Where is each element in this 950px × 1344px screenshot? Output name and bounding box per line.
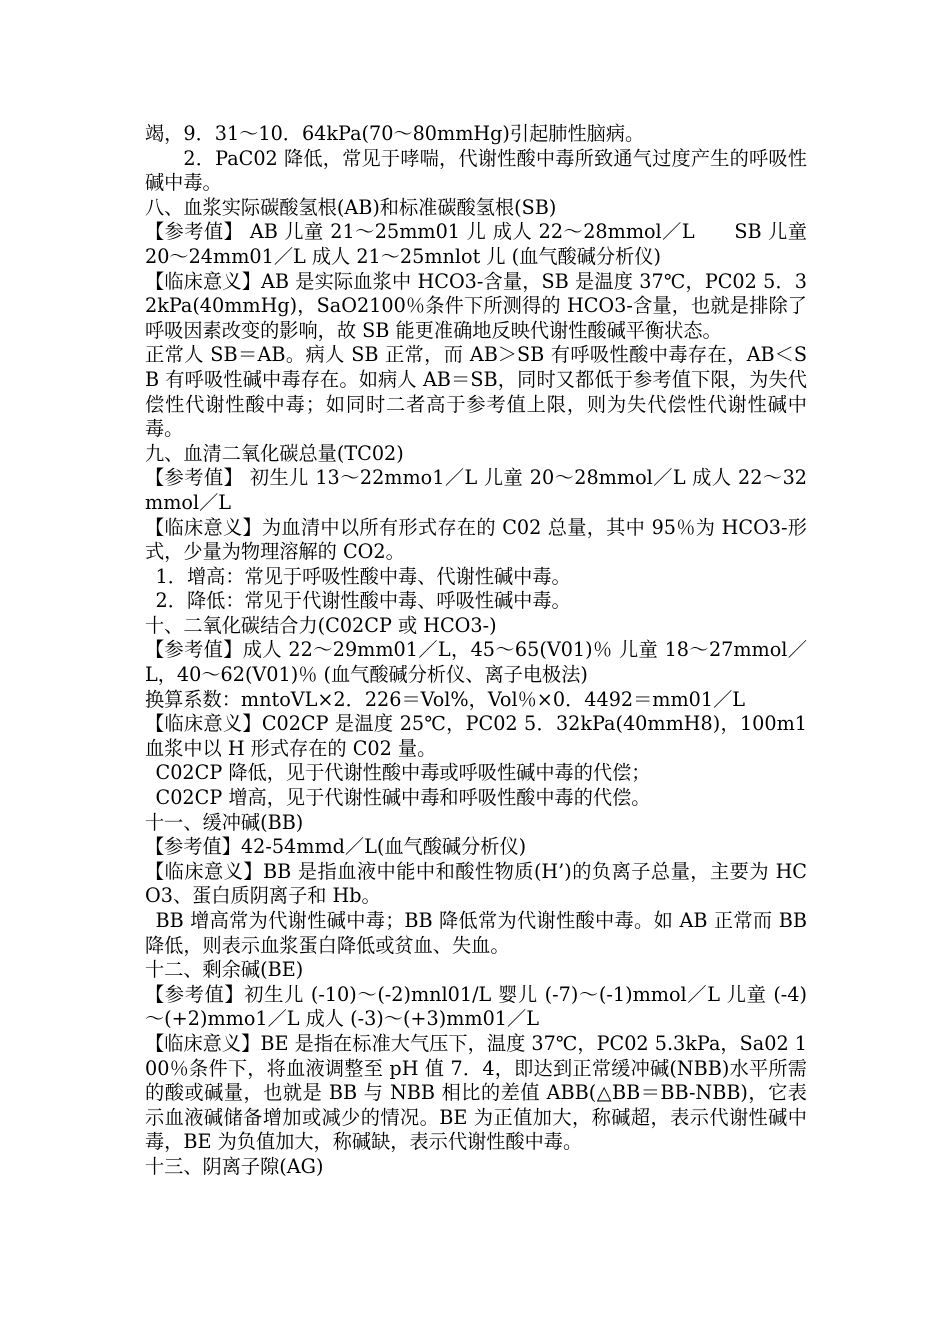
paragraph-co2cp-decrease: C02CP 降低，见于代谢性酸中毒或呼吸性碱中毒的代偿； (155, 761, 651, 785)
paragraph-normal-sb-ab: 正常人 SB＝AB。病人 SB 正常，而 AB＞SB 有呼吸性酸中毒存在，AB＜SB 有呼吸性碱中毒存在。如病人 AB＝SB，同时又都低于参考值下限，为失代偿性代谢性酸中毒；如同时二者高于参考值上限，则为失代偿性代谢性碱中毒。 (145, 343, 807, 441)
reference-values-be: 【参考值】初生儿 (-10)～(-2)mnl01/L 婴儿 (-7)～(-1)mmol／L 儿童 (-4)～(+2)mmo1／L 成人 (-3)～(+3)mm01／L (145, 982, 807, 1031)
paragraph-co2cp-increase: C02CP 增高，见于代谢性碱中毒和呼吸性酸中毒的代偿。 (155, 786, 651, 810)
clinical-significance-be: 【临床意义】BE 是指在标准大气压下，温度 37℃，PC02 5.3kPa，Sa02 100％条件下，将血液调整至 pH 值 7．4，即达到正常缓冲碱(NBB)水平所需的酸或碱量，也就是 BB 与 NBB 相比的差值 ABB(△BB＝BB-NBB)，它表示血液碱储备增加或减少的情况。BE 为正值加大，称碱超，表示代谢性碱中毒，BE 为负值加大，称碱缺，表示代谢性酸中毒。 (145, 1031, 807, 1154)
section-heading-bb: 十一、缓冲碱(BB) (145, 810, 304, 834)
list-item-decrease: 2．降低：常见于代谢性酸中毒、呼吸性碱中毒。 (155, 589, 571, 613)
section-heading-ab-sb: 八、血浆实际碳酸氢根(AB)和标准碳酸氢根(SB) (145, 195, 557, 219)
reference-values-tco2: 【参考值】 初生儿 13～22mmo1／L 儿童 20～28mmol／L 成人 22～32mmol／L (145, 466, 807, 514)
paragraph-paco2-decrease: 2．PaC02 降低，常见于哮喘，代谢性酸中毒所致通气过度产生的呼吸性碱中毒。 (145, 146, 807, 195)
section-heading-tco2: 九、血清二氧化碳总量(TC02) (145, 441, 404, 465)
section-heading-co2cp: 十、二氧化碳结合力(C02CP 或 HCO3-) (145, 613, 497, 637)
document-page (145, 122, 807, 1180)
conversion-factor: 换算系数：mntoVL×2．226＝Vol%，Vol％×0．4492＝mm01／L (145, 687, 746, 711)
list-item-increase: 1．增高：常见于呼吸性酸中毒、代谢性碱中毒。 (155, 564, 571, 588)
clinical-significance-co2cp: 【临床意义】C02CP 是温度 25℃，PC02 5．32kPa(40mmH8)，100m1 血浆中以 H 形式存在的 C02 量。 (145, 712, 807, 760)
section-heading-be: 十二、剩余碱(BE) (145, 958, 304, 982)
paragraph-continuation: 竭，9．31～10．64kPa(70～80mmHg)引起肺性脑病。 (145, 122, 645, 145)
reference-values-ab-sb: 【参考值】 AB 儿童 21～25mm01 儿 成人 22～28mmol／L SB 儿童 20～24mm01／L 成人 21～25mnlot 儿 (血气酸碱分析仪) (145, 220, 807, 268)
paragraph-bb-changes: BB 增高常为代谢性碱中毒；BB 降低常为代谢性酸中毒。如 AB 正常而 BB 降低，则表示血浆蛋白降低或贫血、失血。 (145, 909, 807, 957)
section-heading-ag: 十三、阴离子隙(AG) (145, 1154, 324, 1178)
clinical-significance-ab-sb: 【临床意义】AB 是实际血浆中 HCO3-含量，SB 是温度 37℃，PC02 5．32kPa(40mmHg)，SaO2100％条件下所测得的 HCO3-含量，也就是排除了呼吸因素改变的影响，故 SB 能更准确地反映代谢性酸碱平衡状态。 (145, 269, 807, 342)
reference-values-co2cp: 【参考值】成人 22～29mm01／L，45～65(V01)％ 儿童 18～27mmol／L，40～62(V01)％ (血气酸碱分析仪、离子电极法) (145, 638, 807, 687)
reference-values-bb: 【参考值】42-54mmd／L(血气酸碱分析仪) (145, 835, 527, 859)
clinical-significance-tco2: 【临床意义】为血清中以所有形式存在的 C02 总量，其中 95％为 HCO3-形式，少量为物理溶解的 CO2。 (145, 515, 807, 564)
clinical-significance-bb: 【临床意义】BB 是指血液中能中和酸性物质(H’)的负离子总量，主要为 HCO3、蛋白质阴离子和 Hb。 (145, 859, 807, 908)
